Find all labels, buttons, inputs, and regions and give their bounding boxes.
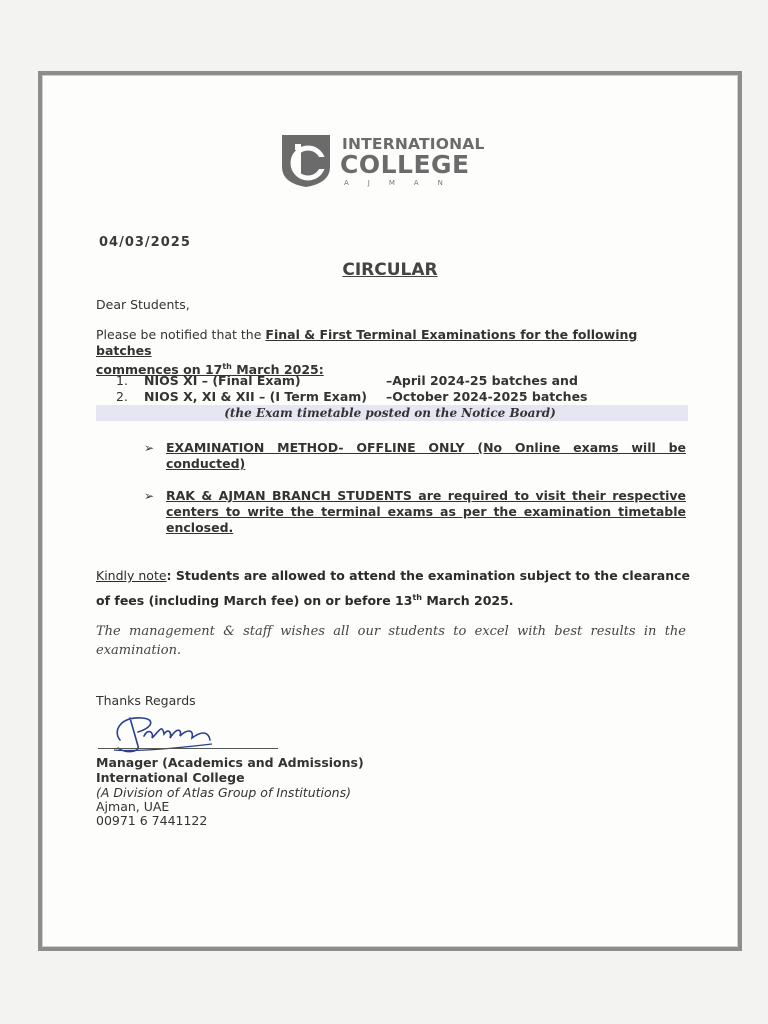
college-logo [278, 131, 498, 191]
notice-commence-date: commences on 17th March 2025: [96, 362, 324, 378]
batch-name: NIOS XI – (Final Exam) [144, 373, 301, 388]
kindly-note-text: Students are allowed to attend the examination subject to the clearance of fees (including March fee) on or before 13 [96, 568, 691, 609]
signoff-role: Manager (Academics and Admissions) [96, 755, 364, 770]
arrow-bullet-icon: ➢ [144, 489, 155, 503]
greeting: Dear Students, [96, 297, 190, 312]
circular-date: 04/03/2025 [99, 235, 191, 250]
kindly-note-label: Kindly note [96, 568, 167, 583]
signoff-division: (A Division of Atlas Group of Institutions) [96, 785, 351, 800]
arrow-bullet-icon: ➢ [144, 441, 155, 455]
batch-list [116, 373, 716, 405]
timetable-note: (the Exam timetable posted on the Notice Board) [224, 406, 556, 420]
signoff-college: International College [96, 770, 245, 785]
college-crest-icon [278, 131, 334, 189]
logo-name-line2: COLLEGE [340, 150, 470, 179]
signoff-phone: 00971 6 7441122 [96, 813, 208, 828]
notice-prefix: Please be notified that the [96, 327, 266, 342]
notice-paragraph [96, 327, 696, 378]
batch-name: NIOS X, XI & XII – (I Term Exam) [144, 389, 367, 404]
signoff-city: Ajman, UAE [96, 799, 170, 814]
logo-name-line1: INTERNATIONAL [342, 135, 485, 153]
batch-period: –April 2024-25 batches and [386, 373, 578, 388]
bullet-exam-method [144, 440, 694, 474]
signature-line [98, 748, 278, 749]
page-title: CIRCULAR [342, 260, 438, 280]
notice-exam-title: Final & First Terminal Examinations for the following batches [96, 327, 638, 358]
circular-document [38, 71, 742, 951]
bullet-branch-students [144, 488, 694, 538]
kindly-note: Kindly note: Students are allowed to attend the examination subject to the clearance of fees (including March fee) on or before 13th March 2025. [96, 568, 691, 609]
bullet-text: EXAMINATION METHOD- OFFLINE ONLY (No Online exams will be conducted) [166, 440, 686, 471]
management-wish: The management & staff wishes all our students to excel with best results in the examination. [96, 624, 686, 658]
bullet-text: RAK & AJMAN BRANCH STUDENTS are required to visit their respective centers to write the terminal exams as per the examination timetable enclosed. [166, 488, 686, 535]
batch-period: –October 2024-2025 batches [386, 389, 588, 404]
logo-city: AJMAN [344, 179, 462, 187]
list-item: 1. NIOS XI – (Final Exam) –April 2024-25 batches and [116, 373, 578, 388]
list-item: 2. NIOS X, XI & XII – (I Term Exam) –October 2024-2025 batches [116, 389, 588, 404]
thanks-regards: Thanks Regards [96, 693, 196, 708]
